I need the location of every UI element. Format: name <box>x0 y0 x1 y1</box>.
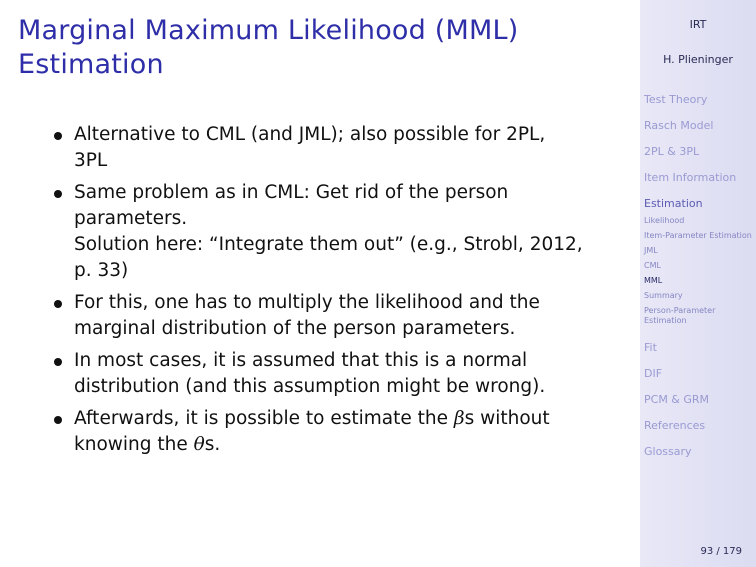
sidebar-subitem-mml[interactable]: MML <box>644 276 663 285</box>
sidebar-short-title[interactable]: IRT <box>689 18 707 31</box>
beta-symbol: β <box>453 408 465 429</box>
bullet-text: p. 33) <box>74 260 129 281</box>
bullet-dot-icon <box>54 416 62 424</box>
sidebar-item-estimation[interactable]: Estimation <box>644 197 703 210</box>
slide-title <box>18 14 618 82</box>
sidebar-item-2pl-3pl[interactable]: 2PL & 3PL <box>644 145 700 158</box>
sidebar-subitem-likelihood[interactable]: Likelihood <box>644 216 685 225</box>
bullet-text-segment: Afterwards, it is possible to estimate the <box>74 408 454 429</box>
bullet-text-segment: s. <box>204 434 221 455</box>
bullet-text <box>74 406 614 432</box>
bullet-text: Alternative to CML (and JML); also possible for 2PL, <box>74 124 546 145</box>
sidebar-item-references[interactable]: References <box>644 419 706 432</box>
sidebar-subitem-person-parameter-estimation[interactable]: Person-Parameter Estimation <box>644 306 716 325</box>
bullet-item <box>54 406 614 458</box>
bullet-text: Same problem as in CML: Get rid of the person <box>74 182 509 203</box>
bullet-text <box>74 432 614 458</box>
navigation-sidebar <box>640 0 756 567</box>
sidebar-item-dif[interactable]: DIF <box>644 367 663 380</box>
sidebar-item-rasch-model[interactable]: Rasch Model <box>644 119 714 132</box>
bullet-text-segment: knowing the <box>74 434 194 455</box>
bullet-text: parameters. <box>74 208 188 229</box>
bullet-text-segment: s without <box>464 408 550 429</box>
bullet-dot-icon <box>54 190 62 198</box>
sidebar-item-glossary[interactable]: Glossary <box>644 445 692 458</box>
sidebar-nav <box>644 92 754 470</box>
bullet-item <box>54 348 614 400</box>
bullet-text: 3PL <box>74 150 108 171</box>
sidebar-subitem-cml[interactable]: CML <box>644 261 661 270</box>
bullet-text: distribution (and this assumption might be wrong). <box>74 376 546 397</box>
slide-title-line-2: Estimation <box>18 49 164 80</box>
sidebar-item-fit[interactable]: Fit <box>644 341 657 354</box>
bullet-text: marginal distribution of the person parameters. <box>74 318 516 339</box>
bullet-text: For this, one has to multiply the likelihood and the <box>74 292 540 313</box>
sidebar-subsections <box>644 216 754 326</box>
bullet-text: Solution here: “Integrate them out” (e.g., Strobl, 2012, <box>74 234 583 255</box>
bullet-text: In most cases, it is assumed that this is a normal <box>74 350 528 371</box>
sidebar-item-pcm-grm[interactable]: PCM & GRM <box>644 393 710 406</box>
sidebar-item-item-information[interactable]: Item Information <box>644 171 737 184</box>
sidebar-subitem-summary[interactable]: Summary <box>644 291 683 300</box>
bullet-dot-icon <box>54 132 62 140</box>
theta-symbol: θ <box>193 434 205 455</box>
sidebar-subitem-item-parameter-estimation[interactable]: Item-Parameter Estimation <box>644 231 752 240</box>
sidebar-item-test-theory[interactable]: Test Theory <box>644 93 708 106</box>
bullet-dot-icon <box>54 358 62 366</box>
sidebar-subitem-jml[interactable]: JML <box>644 246 658 255</box>
slide-title-line-1: Marginal Maximum Likelihood (MML) <box>18 15 519 46</box>
page-number: 93 / 179 <box>700 546 742 557</box>
bullet-item <box>54 180 614 284</box>
sidebar-author[interactable]: H. Plieninger <box>663 53 733 66</box>
bullet-item <box>54 290 614 342</box>
bullet-list <box>54 122 614 464</box>
bullet-item <box>54 122 614 174</box>
bullet-dot-icon <box>54 300 62 308</box>
